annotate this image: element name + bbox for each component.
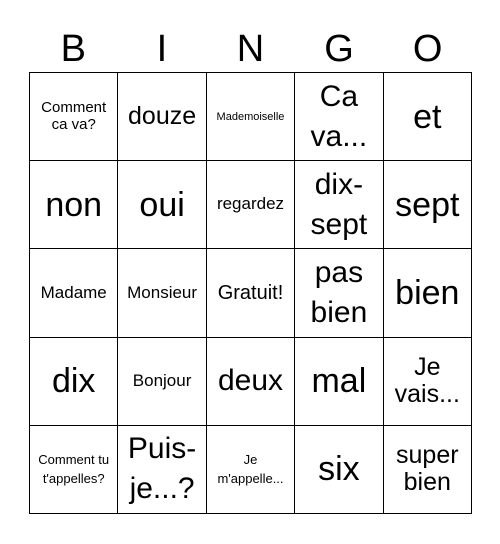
bingo-cell[interactable]: oui xyxy=(118,161,206,249)
bingo-cell[interactable]: Bonjour xyxy=(118,338,206,426)
bingo-cell[interactable]: Mademoiselle xyxy=(207,73,295,161)
bingo-cell[interactable]: et xyxy=(384,73,472,161)
header-letter-o: O xyxy=(412,28,443,70)
bingo-cell[interactable]: super bien xyxy=(384,426,472,514)
bingo-cell[interactable]: sept xyxy=(384,161,472,249)
bingo-cell[interactable]: mal xyxy=(295,338,383,426)
bingo-cell[interactable]: douze xyxy=(118,73,206,161)
bingo-cell[interactable]: Comment tu t'appelles? xyxy=(30,426,118,514)
bingo-card-grid xyxy=(29,72,472,514)
bingo-cell[interactable]: bien xyxy=(384,249,472,337)
bingo-cell[interactable]: Je vais... xyxy=(384,338,472,426)
header-letter-i: I xyxy=(156,28,168,70)
header-letter-g: G xyxy=(324,28,354,70)
header-letter-n: N xyxy=(236,28,265,70)
bingo-cell[interactable]: Monsieur xyxy=(118,249,206,337)
bingo-cell[interactable]: Puis-je...? xyxy=(118,426,206,514)
bingo-cell[interactable]: Comment ca va? xyxy=(30,73,118,161)
bingo-cell[interactable]: dix-sept xyxy=(295,161,383,249)
bingo-header xyxy=(29,26,472,72)
bingo-cell[interactable]: Ca va... xyxy=(295,73,383,161)
bingo-cell[interactable]: Gratuit! xyxy=(207,249,295,337)
bingo-cell[interactable]: six xyxy=(295,426,383,514)
bingo-cell[interactable]: regardez xyxy=(207,161,295,249)
bingo-cell[interactable]: pas bien xyxy=(295,249,383,337)
bingo-cell[interactable]: dix xyxy=(30,338,118,426)
bingo-cell[interactable]: Je m'appelle... xyxy=(207,426,295,514)
bingo-cell[interactable]: Madame xyxy=(30,249,118,337)
header-letter-b: B xyxy=(60,28,86,70)
bingo-cell[interactable]: non xyxy=(30,161,118,249)
bingo-cell[interactable]: deux xyxy=(207,338,295,426)
